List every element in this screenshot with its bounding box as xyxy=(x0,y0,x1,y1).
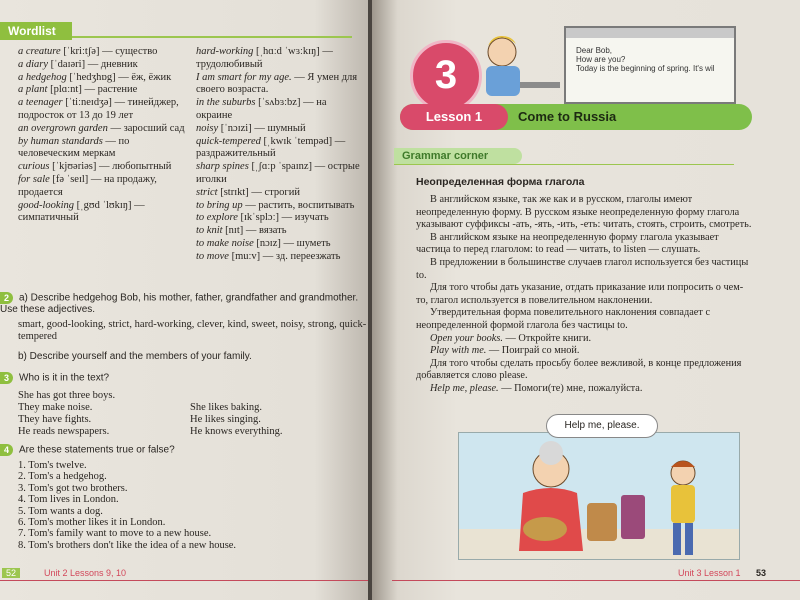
header-rule xyxy=(72,36,352,38)
sentence: She has got three boys. xyxy=(18,390,116,401)
paragraph: В английском языке на неопределенную форму глагола указывает частица to перед глаголом: to read — читать, to listen — слушать. xyxy=(416,231,719,256)
statement-list xyxy=(0,460,368,551)
wordlist-entry: in the suburbs [ˈsʌbɜːbz] — на окраине xyxy=(196,97,327,121)
sentence-list-left xyxy=(18,390,190,438)
wordlist-entry: strict [strɪkt] — строгий xyxy=(196,186,300,198)
exercise-instruction: a) Describe hedgehog Bob, his mother, father, grandfather and grandmother. Use these adjectives. xyxy=(0,292,359,315)
exercise-number: 3 xyxy=(0,372,13,384)
wordlist-entry: noisy [ˈnɔɪzi] — шумный xyxy=(196,122,306,134)
statement-item: 2. Tom's a hedgehog. xyxy=(18,471,107,483)
wordlist-entry: to explore [ɪkˈsplɔː] — изучать xyxy=(196,212,329,224)
example-line: Play with me. — Поиграй со мной. xyxy=(430,345,580,357)
exercise-instruction-b: b) Describe yourself and the members of your family. xyxy=(18,351,252,362)
exercise-4 xyxy=(0,444,368,551)
statement-item: 3. Tom's got two brothers. xyxy=(18,482,128,494)
footer-rule xyxy=(0,580,368,581)
wordlist-entry: to move [muːv] — зд. переезжать xyxy=(196,250,341,262)
wordlist-entry: a plant [plɑːnt] — растение xyxy=(18,84,138,96)
statement-item: 7. Tom's family want to move to a new house. xyxy=(18,528,212,540)
statement-item: 4. Tom lives in London. xyxy=(18,494,119,506)
page-number: 52 xyxy=(2,568,20,578)
sentence: She likes baking. xyxy=(190,402,263,413)
paragraph: Для того чтобы дать указание, отдать приказание или попросить о чем-то, глагол используется в повелительном наклонении. xyxy=(416,282,744,306)
wordlist-entry: by human standards — по человеческим меркам xyxy=(18,135,130,160)
illustration-grandmother-boy xyxy=(458,432,740,560)
example-line: Help me, please. — Помоги(те) мне, пожалуйста. xyxy=(430,382,643,394)
lesson-label: Lesson 1 xyxy=(400,104,508,130)
lesson-number-badge: 3 xyxy=(410,40,482,112)
statement-item: 1. Tom's twelve. xyxy=(18,460,87,471)
wordlist-column-2 xyxy=(196,46,364,264)
wordlist-entry: a hedgehog [ˈhedʒhɒg] — ёж, ёжик xyxy=(18,71,172,83)
wordlist-entry: a teenager [ˈtiːneɪdʒə] — тинейджер, подросток от 13 до 19 лет xyxy=(18,97,179,121)
wordlist-entry: good-looking [ˌgʊd ˈlʊkɪŋ] — симпатичный xyxy=(18,199,145,224)
grammar-text xyxy=(416,194,752,396)
sentence: He likes singing. xyxy=(190,414,261,425)
shopping-scene-icon xyxy=(459,433,740,560)
letter-line: Dear Bob, xyxy=(576,46,613,55)
statement-item: 6. Tom's mother likes it in London. xyxy=(18,517,166,529)
wordlist-entry: curious [ˈkjʊəriəs] — любопытный xyxy=(18,161,172,173)
computer-screen xyxy=(564,26,736,104)
letter-line: Today is the beginning of spring. It's wil xyxy=(576,64,715,73)
unit-label: Unit 2 Lessons 9, 10 xyxy=(44,568,127,578)
sentence-list-right xyxy=(190,390,362,438)
section-heading: Grammar corner xyxy=(394,148,522,164)
exercise-number: 4 xyxy=(0,444,13,456)
wordlist-column-1 xyxy=(18,46,188,225)
adjective-list: smart, good-looking, strict, hard-working, clever, kind, sweet, noisy, strong, quick-tempered xyxy=(18,319,367,342)
sentence: They make noise. xyxy=(18,402,93,413)
footer-rule xyxy=(392,580,800,581)
wordlist-entry: hard-working [ˌhɑːd ˈwɜːkɪŋ] — трудолюбивый xyxy=(196,46,333,70)
right-page xyxy=(372,0,800,600)
wordlist-entry: to bring up — растить, воспитывать xyxy=(196,199,355,211)
wordlist-entry: for sale [fə ˈseɪl] — на продажу, продается xyxy=(18,173,157,198)
statement-item: 8. Tom's brothers don't like the idea of a new house. xyxy=(18,539,237,551)
sentence: He reads newspapers. xyxy=(18,426,110,437)
exercise-2 xyxy=(0,292,368,362)
wordlist-entry: a creature [ˈkriːtʃə] — существо xyxy=(18,46,158,57)
illustration-boy-computer xyxy=(472,26,740,104)
wordlist-entry: I am smart for my age. — Я умен для своего возраста. xyxy=(196,71,358,96)
exercise-3 xyxy=(0,372,368,438)
wordlist-entry: quick-tempered [ˌkwɪk ˈtempəd] — раздражительный xyxy=(196,135,346,160)
left-page xyxy=(0,0,370,600)
exercise-question: Are these statements true or false? xyxy=(19,444,175,456)
sentence: He knows everything. xyxy=(190,426,283,437)
sentence: They have fights. xyxy=(18,414,92,425)
wordlist-entry: a diary [ˈdaɪəri] — дневник xyxy=(18,58,138,70)
wordlist-entry: to knit [nɪt] — вязать xyxy=(196,225,287,237)
wordlist-entry: to make noise [nɔɪz] — шуметь xyxy=(196,237,331,249)
grammar-title: Неопределенная форма глагола xyxy=(416,176,585,188)
boy-icon xyxy=(472,30,560,102)
wordlist-entry: an overgrown garden — заросший сад xyxy=(18,122,185,134)
example-line: Open your books. — Откройте книги. xyxy=(430,332,592,344)
wordlist-header: Wordlist xyxy=(0,22,72,40)
unit-label: Unit 3 Lesson 1 xyxy=(678,568,741,578)
speech-bubble: Help me, please. xyxy=(546,414,658,438)
exercise-question: Who is it in the text? xyxy=(19,372,110,384)
exercise-number: 2 xyxy=(0,292,13,304)
paragraph: Для того чтобы сделать просьбу более вежливой, в конце предложения добавляется слово please. xyxy=(416,357,742,382)
letter-line: How are you? xyxy=(576,55,626,64)
paragraph: В предложении в большинстве случаев глагол используется без частицы to. xyxy=(416,256,749,281)
statement-item: 5. Tom wants a dog. xyxy=(18,505,103,517)
paragraph: В английском языке, так же как и в русском, глаголы имеют неопределенную форму. В русском языке неопределенную форму глагола указывают суффиксы -ать, -ять, -ить, -еть: читать, стоять, строить, смотреть. xyxy=(416,194,752,231)
paragraph: Утвердительная форма повелительного наклонения совпадает с неопределенной формой глагола без частицы to. xyxy=(416,307,711,331)
section-rule xyxy=(394,164,734,165)
wordlist-entry: sharp spines [ˌʃɑːp ˈspaɪnz] — острые иголки xyxy=(196,161,360,185)
page-number: 53 xyxy=(756,568,767,578)
lesson-title: Come to Russia xyxy=(518,109,617,124)
